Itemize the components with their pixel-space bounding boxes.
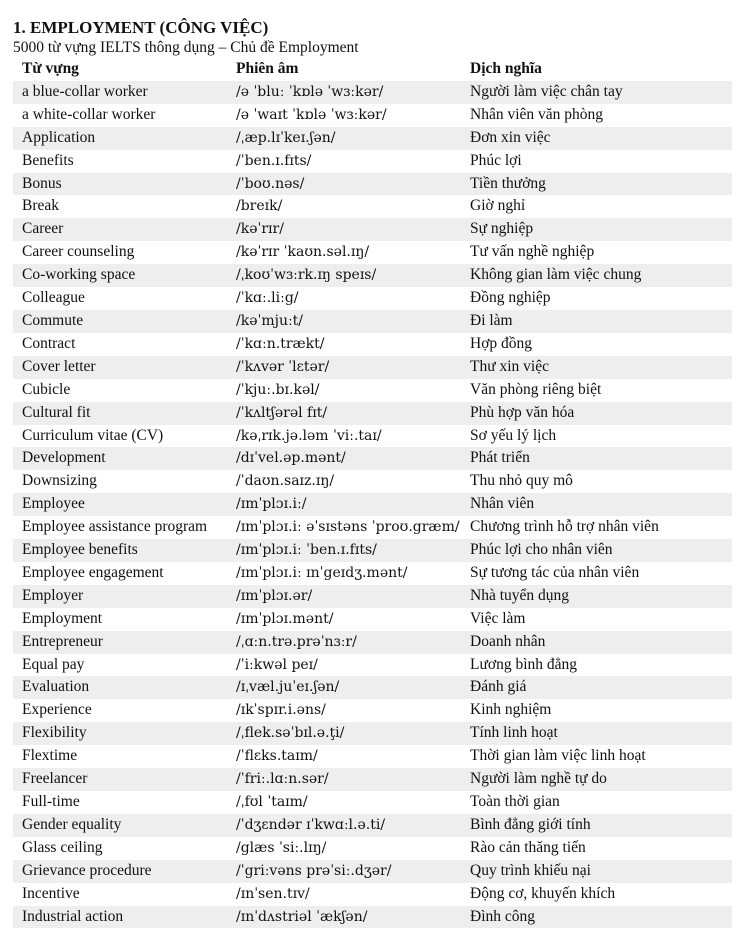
vocab-word: Employer [13,585,227,608]
vocab-ipa: /ɪmˈplɔɪ.iː ɪnˈgeɪdʒ.mənt/ [227,562,461,585]
page-title: 1. EMPLOYMENT (CÔNG VIỆC) [13,18,269,37]
table-row [13,906,732,929]
vocab-ipa: /ɪnˈdʌstriəl ˈækʃən/ [227,906,461,929]
vocab-meaning: Đơn xin việc [461,127,732,150]
table-row [13,470,732,493]
vocab-ipa: /ˈgriːvəns prəˈsiː.dʒər/ [227,860,461,883]
vocab-ipa: /ˌkoʊˈwɜːrk.ɪŋ speɪs/ [227,264,461,287]
vocab-meaning: Lương bình đẳng [461,654,732,677]
vocab-ipa: /ɪkˈspɪr.i.əns/ [227,699,461,722]
vocab-meaning: Toàn thời gian [461,791,732,814]
table-row [13,218,732,241]
table-row [13,195,732,218]
vocab-word: Co-working space [13,264,227,287]
vocab-word: Experience [13,699,227,722]
vocab-meaning: Phúc lợi cho nhân viên [461,539,732,562]
vocab-word: a blue-collar worker [13,81,227,104]
vocab-ipa: /ˌɑːn.trə.prəˈnɜːr/ [227,631,461,654]
vocab-meaning: Động cơ, khuyến khích [461,883,732,906]
vocab-meaning: Người làm việc chân tay [461,81,732,104]
vocab-word: Curriculum vitae (CV) [13,425,227,448]
table-row [13,379,732,402]
table-body [13,81,732,929]
table-row [13,264,732,287]
vocab-ipa: /ə ˈbluː ˈkɒlə ˈwɜːkər/ [227,81,461,104]
vocab-ipa: /ɪmˈplɔɪ.ər/ [227,585,461,608]
table-row [13,814,732,837]
table-row [13,333,732,356]
vocab-meaning: Tiền thưởng [461,173,732,196]
vocab-meaning: Nhân viên văn phòng [461,104,732,127]
vocab-meaning: Đình công [461,906,732,929]
column-header-word: Từ vựng [22,60,79,77]
vocab-meaning: Đánh giá [461,676,732,699]
column-header-ipa: Phiên âm [236,60,299,77]
vocab-word: Entrepreneur [13,631,227,654]
vocab-meaning: Giờ nghỉ [461,195,732,218]
vocab-meaning: Việc làm [461,608,732,631]
vocab-word: Freelancer [13,768,227,791]
table-row [13,791,732,814]
vocab-meaning: Phúc lợi [461,150,732,173]
vocab-word: Development [13,447,227,470]
vocab-ipa: /ˈfriː.lɑːn.sər/ [227,768,461,791]
vocabulary-table [13,58,732,928]
table-row [13,127,732,150]
table-row [13,402,732,425]
vocab-meaning: Tính linh hoạt [461,722,732,745]
vocab-meaning: Nhân viên [461,493,732,516]
vocab-meaning: Rào cản thăng tiến [461,837,732,860]
vocab-ipa: /ˈkʌvər ˈlɛtər/ [227,356,461,379]
vocab-ipa: /dɪˈvel.əp.mənt/ [227,447,461,470]
vocab-word: Cover letter [13,356,227,379]
table-row [13,425,732,448]
vocab-word: Cultural fit [13,402,227,425]
vocab-meaning: Bình đẳng giới tính [461,814,732,837]
column-header-meaning: Dịch nghĩa [470,60,542,77]
vocab-ipa: /ˈkɑː.liːg/ [227,287,461,310]
table-row [13,883,732,906]
table-row [13,768,732,791]
vocab-word: Equal pay [13,654,227,677]
vocab-ipa: /ˈben.ɪ.fɪts/ [227,150,461,173]
vocab-meaning: Sơ yếu lý lịch [461,425,732,448]
page-subtitle: 5000 từ vựng IELTS thông dụng – Chủ đề Employment [13,39,359,56]
vocab-word: Flexibility [13,722,227,745]
vocab-meaning: Kinh nghiệm [461,699,732,722]
table-row [13,837,732,860]
vocab-ipa: /ˌflek.səˈbɪl.ə.ţi/ [227,722,461,745]
vocab-ipa: /breɪk/ [227,195,461,218]
vocab-meaning: Thu nhỏ quy mô [461,470,732,493]
vocab-ipa: /ˈkʌltʃərəl fɪt/ [227,402,461,425]
vocab-word: Employee [13,493,227,516]
table-row [13,81,732,104]
vocab-word: Application [13,127,227,150]
vocab-word: Career counseling [13,241,227,264]
table-row [13,493,732,516]
vocab-ipa: /ˌfʊl ˈtaɪm/ [227,791,461,814]
vocab-word: Employee assistance program [13,516,227,539]
table-row [13,745,732,768]
vocab-ipa: /ɪmˈplɔɪ.iː əˈsɪstəns ˈproʊ.græm/ [227,516,461,539]
table-row [13,310,732,333]
vocab-ipa: /ˈflɛks.taɪm/ [227,745,461,768]
table-row [13,287,732,310]
vocab-ipa: /ɪmˈplɔɪ.iː ˈben.ɪ.fɪts/ [227,539,461,562]
vocab-meaning: Đồng nghiệp [461,287,732,310]
table-row [13,654,732,677]
vocab-word: Break [13,195,227,218]
vocab-word: Industrial action [13,906,227,929]
table-row [13,676,732,699]
vocab-word: Benefits [13,150,227,173]
vocab-meaning: Hợp đồng [461,333,732,356]
vocab-meaning: Sự tương tác của nhân viên [461,562,732,585]
vocab-ipa: /ɪmˈplɔɪ.iː/ [227,493,461,516]
table-row [13,860,732,883]
vocab-word: a white-collar worker [13,104,227,127]
table-row [13,608,732,631]
vocab-word: Downsizing [13,470,227,493]
vocab-word: Cubicle [13,379,227,402]
vocab-word: Flextime [13,745,227,768]
vocab-meaning: Sự nghiệp [461,218,732,241]
vocab-meaning: Phù hợp văn hóa [461,402,732,425]
vocab-word: Bonus [13,173,227,196]
vocab-ipa: /kəˈmjuːt/ [227,310,461,333]
vocab-word: Grievance procedure [13,860,227,883]
vocab-word: Gender equality [13,814,227,837]
table-row [13,562,732,585]
table-row [13,516,732,539]
vocab-meaning: Thư xin việc [461,356,732,379]
table-row [13,585,732,608]
vocab-word: Employee engagement [13,562,227,585]
vocab-word: Employee benefits [13,539,227,562]
vocab-meaning: Quy trình khiếu nại [461,860,732,883]
vocab-word: Glass ceiling [13,837,227,860]
vocab-ipa: /kəˌrɪk.jə.ləm ˈviː.taɪ/ [227,425,461,448]
vocab-meaning: Chương trình hỗ trợ nhân viên [461,516,732,539]
table-row [13,631,732,654]
vocab-ipa: /ˈkɑːn.trækt/ [227,333,461,356]
vocab-ipa: /ˌæp.lɪˈkeɪ.ʃən/ [227,127,461,150]
table-header-row [13,58,732,81]
table-row [13,447,732,470]
vocab-ipa: /kəˈrɪr/ [227,218,461,241]
vocab-meaning: Người làm nghề tự do [461,768,732,791]
table-row [13,173,732,196]
vocab-ipa: /kəˈrɪr ˈkaʊn.səl.ɪŋ/ [227,241,461,264]
vocab-ipa: /ˈdaʊn.saɪz.ɪŋ/ [227,470,461,493]
vocab-word: Contract [13,333,227,356]
table-row [13,356,732,379]
vocab-word: Evaluation [13,676,227,699]
vocab-meaning: Văn phòng riêng biệt [461,379,732,402]
vocab-ipa: /ɪnˈsen.tɪv/ [227,883,461,906]
vocab-meaning: Doanh nhân [461,631,732,654]
vocab-ipa: /ɪmˈplɔɪ.mənt/ [227,608,461,631]
vocab-ipa: /ˈiːkwəl peɪ/ [227,654,461,677]
vocab-word: Employment [13,608,227,631]
vocab-ipa: /ˈboʊ.nəs/ [227,173,461,196]
table-row [13,241,732,264]
vocab-ipa: /glæs ˈsiː.lɪŋ/ [227,837,461,860]
vocab-meaning: Không gian làm việc chung [461,264,732,287]
vocab-word: Career [13,218,227,241]
vocab-ipa: /ˈdʒɛndər ɪˈkwɑːl.ə.ti/ [227,814,461,837]
vocab-ipa: /ˈkjuː.bɪ.kəl/ [227,379,461,402]
table-row [13,539,732,562]
vocab-meaning: Phát triển [461,447,732,470]
vocab-meaning: Đi làm [461,310,732,333]
table-row [13,699,732,722]
vocab-meaning: Thời gian làm việc linh hoạt [461,745,732,768]
vocab-word: Full-time [13,791,227,814]
vocab-word: Commute [13,310,227,333]
vocab-meaning: Tư vấn nghề nghiệp [461,241,732,264]
vocab-ipa: /ɪˌvæl.juˈeɪ.ʃən/ [227,676,461,699]
vocab-word: Incentive [13,883,227,906]
vocab-ipa: /ə ˈwaɪt ˈkɒlə ˈwɜːkər/ [227,104,461,127]
table-row [13,150,732,173]
table-row [13,104,732,127]
vocab-meaning: Nhà tuyển dụng [461,585,732,608]
table-row [13,722,732,745]
vocab-word: Colleague [13,287,227,310]
